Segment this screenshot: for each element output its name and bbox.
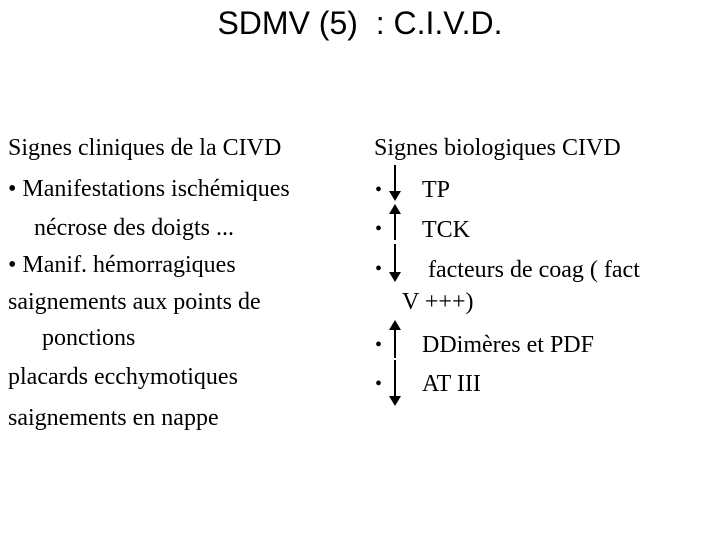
bullet: •: [375, 179, 383, 201]
biological-signs-heading: Signes biologiques CIVD: [374, 135, 621, 161]
up-arrow-icon: [388, 204, 402, 240]
up-arrow-icon: [388, 320, 402, 358]
clinical-sign-ischemic: • Manifestations ischémiques: [8, 176, 290, 202]
bullet: •: [375, 218, 383, 240]
down-arrow-icon: [388, 165, 402, 201]
down-arrow-icon: [388, 244, 402, 282]
clinical-sign-hemorrhagic-detail-2: ponctions: [42, 325, 136, 351]
slide-title: SDMV (5) : C.I.V.D.: [217, 5, 503, 41]
bullet: •: [375, 334, 383, 356]
clinical-sign-hemorrhagic-detail-1: saignements aux points de: [8, 289, 261, 315]
biological-sign-coag-factors-cont: V +++): [402, 289, 474, 315]
biological-sign-tp: TP: [422, 177, 451, 203]
biological-sign-at3: AT III: [422, 371, 481, 397]
biological-sign-ddimers: DDimères et PDF: [422, 332, 594, 358]
clinical-sign-hemorrhagic-detail-4: saignements en nappe: [8, 405, 219, 431]
clinical-sign-ischemic-detail: nécrose des doigts ...: [34, 215, 234, 241]
biological-sign-tck: TCK: [422, 217, 470, 243]
biological-sign-coag-factors: facteurs de coag ( fact: [428, 257, 640, 283]
clinical-sign-hemorrhagic: • Manif. hémorragiques: [8, 252, 236, 278]
bullet: •: [375, 258, 383, 280]
clinical-sign-hemorrhagic-detail-3: placards ecchymotiques: [8, 364, 238, 390]
bullet: •: [375, 373, 383, 395]
clinical-signs-heading: Signes cliniques de la CIVD: [8, 135, 282, 161]
down-arrow-icon: [388, 360, 402, 406]
biological-signs-column: [360, 0, 720, 540]
